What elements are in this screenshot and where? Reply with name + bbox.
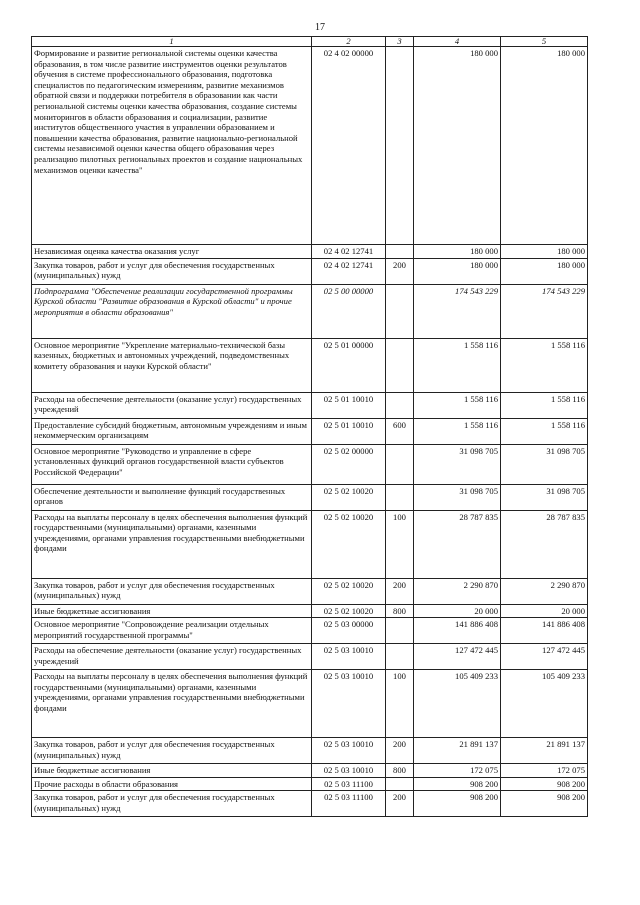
column-header: 5 (501, 37, 588, 47)
row-code: 02 4 02 00000 (312, 47, 386, 245)
row-name: Закупка товаров, работ и услуг для обеспечения государственных (муниципальных) нужд (32, 791, 312, 817)
budget-table (31, 36, 588, 817)
table-header-row (32, 37, 588, 47)
row-sum-2: 174 543 229 (501, 284, 588, 338)
row-sum-1: 105 409 233 (414, 670, 501, 738)
row-code: 02 5 01 10010 (312, 418, 386, 444)
row-name: Подпрограмма "Обеспечение реализации государственной программы Курской области "Развитие образования в Курской области" и прочие мероприятия в области образования" (32, 284, 312, 338)
table-row (32, 618, 588, 644)
row-name: Основное мероприятие "Руководство и управление в сфере установленных функций органов государственной власти субъектов Российской Федерации" (32, 444, 312, 484)
row-expense-type: 200 (386, 738, 414, 764)
row-sum-1: 180 000 (414, 258, 501, 284)
row-sum-2: 1 558 116 (501, 418, 588, 444)
row-name: Закупка товаров, работ и услуг для обеспечения государственных (муниципальных) нужд (32, 258, 312, 284)
row-expense-type: 100 (386, 510, 414, 578)
table-row (32, 764, 588, 778)
row-name: Основное мероприятие "Укрепление материально-технической базы казенных, бюджетных и автономных учреждений, подведомственных комитету образования и науки Курской области" (32, 338, 312, 392)
row-name: Иные бюджетные ассигнования (32, 604, 312, 618)
row-expense-type (386, 484, 414, 510)
row-code: 02 5 02 10020 (312, 578, 386, 604)
table-row (32, 578, 588, 604)
row-expense-type (386, 777, 414, 791)
table-row (32, 604, 588, 618)
row-code: 02 5 03 11100 (312, 791, 386, 817)
table-row (32, 484, 588, 510)
row-expense-type (386, 245, 414, 259)
row-sum-2: 127 472 445 (501, 644, 588, 670)
row-sum-2: 180 000 (501, 47, 588, 245)
row-expense-type (386, 284, 414, 338)
table-row (32, 338, 588, 392)
row-sum-1: 127 472 445 (414, 644, 501, 670)
row-name: Иные бюджетные ассигнования (32, 764, 312, 778)
row-sum-2: 31 098 705 (501, 484, 588, 510)
row-sum-1: 908 200 (414, 791, 501, 817)
row-expense-type: 800 (386, 764, 414, 778)
row-sum-1: 20 000 (414, 604, 501, 618)
row-sum-2: 31 098 705 (501, 444, 588, 484)
row-code: 02 5 03 10010 (312, 670, 386, 738)
row-code: 02 5 02 10020 (312, 484, 386, 510)
table-row (32, 644, 588, 670)
row-sum-2: 172 075 (501, 764, 588, 778)
row-sum-1: 1 558 116 (414, 418, 501, 444)
row-expense-type (386, 392, 414, 418)
row-name: Расходы на обеспечение деятельности (оказание услуг) государственных учреждений (32, 644, 312, 670)
row-expense-type: 100 (386, 670, 414, 738)
row-name: Закупка товаров, работ и услуг для обеспечения государственных (муниципальных) нужд (32, 578, 312, 604)
row-sum-2: 28 787 835 (501, 510, 588, 578)
row-sum-2: 2 290 870 (501, 578, 588, 604)
row-name: Независимая оценка качества оказания услуг (32, 245, 312, 259)
column-header: 3 (386, 37, 414, 47)
column-header: 2 (312, 37, 386, 47)
row-code: 02 5 02 00000 (312, 444, 386, 484)
row-expense-type (386, 618, 414, 644)
row-sum-1: 174 543 229 (414, 284, 501, 338)
row-sum-1: 141 886 408 (414, 618, 501, 644)
row-code: 02 5 03 10010 (312, 764, 386, 778)
row-name: Расходы на выплаты персоналу в целях обеспечения выполнения функций государственными (муниципальными) органами, казенными учреждениями, органами управления государственными внебюджетными фондами (32, 670, 312, 738)
column-header: 4 (414, 37, 501, 47)
row-name: Прочие расходы в области образования (32, 777, 312, 791)
row-code: 02 4 02 12741 (312, 258, 386, 284)
page-number: 17 (315, 22, 325, 33)
row-name: Обеспечение деятельности и выполнение функций государственных органов (32, 484, 312, 510)
row-sum-1: 180 000 (414, 245, 501, 259)
row-name: Расходы на выплаты персоналу в целях обеспечения выполнения функций государственными (муниципальными) органами, казенными учреждениями, органами управления государственными внебюджетными фондами (32, 510, 312, 578)
row-name: Основное мероприятие "Сопровождение реализации отдельных мероприятий государственной программы" (32, 618, 312, 644)
row-sum-1: 1 558 116 (414, 338, 501, 392)
row-sum-2: 908 200 (501, 777, 588, 791)
row-sum-1: 1 558 116 (414, 392, 501, 418)
column-header: 1 (32, 37, 312, 47)
row-sum-1: 172 075 (414, 764, 501, 778)
row-sum-1: 180 000 (414, 47, 501, 245)
row-code: 02 5 01 00000 (312, 338, 386, 392)
row-expense-type: 600 (386, 418, 414, 444)
table-row (32, 777, 588, 791)
row-name: Расходы на обеспечение деятельности (оказание услуг) государственных учреждений (32, 392, 312, 418)
row-sum-2: 1 558 116 (501, 392, 588, 418)
table-row (32, 670, 588, 738)
row-name: Формирование и развитие региональной системы оценки качества образования, в том числе развитие инструментов оценки результатов обучения в системе профессионального образования, подготовка специалистов по педагогическим измерениям, развитие механизмов обратной связи и поддержки потребителя в образовании как части региональной системы оценки качества образования, создание системы мониторингов в области образования и социализации, развитие институтов общественного участия в управлении образованием и повышении качества образования, развитие национально-региональной системы независимой оценки качества общего образования через реализацию пилотных региональных проектов и создание национальных механизмов оценки качества" (32, 47, 312, 245)
row-code: 02 4 02 12741 (312, 245, 386, 259)
row-sum-1: 2 290 870 (414, 578, 501, 604)
row-sum-2: 20 000 (501, 604, 588, 618)
row-sum-2: 105 409 233 (501, 670, 588, 738)
row-expense-type: 800 (386, 604, 414, 618)
table-row (32, 418, 588, 444)
table-row (32, 245, 588, 259)
row-expense-type (386, 444, 414, 484)
row-code: 02 5 03 10010 (312, 644, 386, 670)
row-code: 02 5 03 00000 (312, 618, 386, 644)
row-sum-1: 31 098 705 (414, 444, 501, 484)
row-expense-type: 200 (386, 578, 414, 604)
row-sum-2: 908 200 (501, 791, 588, 817)
row-expense-type: 200 (386, 258, 414, 284)
table-row (32, 791, 588, 817)
row-code: 02 5 03 10010 (312, 738, 386, 764)
table-row (32, 284, 588, 338)
table-row (32, 510, 588, 578)
row-sum-2: 21 891 137 (501, 738, 588, 764)
row-code: 02 5 02 10020 (312, 604, 386, 618)
row-code: 02 5 00 00000 (312, 284, 386, 338)
table-row (32, 258, 588, 284)
row-sum-2: 1 558 116 (501, 338, 588, 392)
table-row (32, 47, 588, 245)
row-sum-1: 31 098 705 (414, 484, 501, 510)
row-sum-1: 21 891 137 (414, 738, 501, 764)
row-expense-type (386, 338, 414, 392)
row-expense-type: 200 (386, 791, 414, 817)
row-sum-2: 180 000 (501, 245, 588, 259)
row-sum-1: 908 200 (414, 777, 501, 791)
row-code: 02 5 02 10020 (312, 510, 386, 578)
row-sum-2: 141 886 408 (501, 618, 588, 644)
row-expense-type (386, 644, 414, 670)
row-sum-2: 180 000 (501, 258, 588, 284)
row-code: 02 5 01 10010 (312, 392, 386, 418)
table-row (32, 738, 588, 764)
row-sum-1: 28 787 835 (414, 510, 501, 578)
table-row (32, 444, 588, 484)
row-name: Закупка товаров, работ и услуг для обеспечения государственных (муниципальных) нужд (32, 738, 312, 764)
row-expense-type (386, 47, 414, 245)
table-row (32, 392, 588, 418)
row-name: Предоставление субсидий бюджетным, автономным учреждениям и иным некоммерческим организациям (32, 418, 312, 444)
row-code: 02 5 03 11100 (312, 777, 386, 791)
